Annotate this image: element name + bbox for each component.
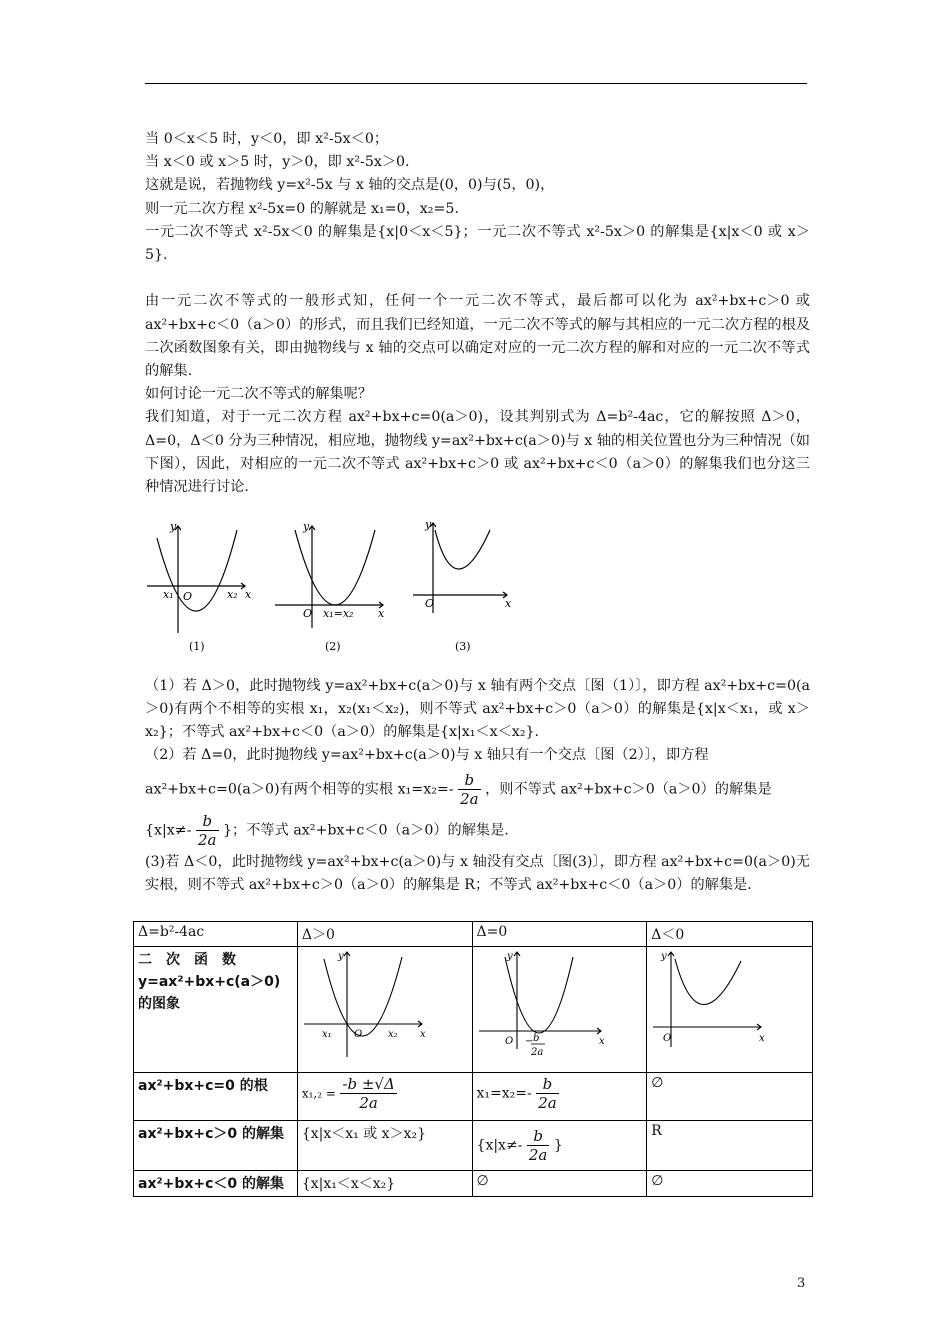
root-negative: ∅ (647, 1073, 813, 1121)
fig2-y: y (303, 520, 310, 533)
svg-text:O: O (353, 1029, 363, 1040)
cases-text (145, 675, 810, 897)
case-2-line1: （2）若 Δ=0，此时抛物线 y=ax²+bx+c(a＞0)与 x 轴只有一个交点〔图（2）〕，即方程 (145, 747, 709, 763)
fig2-x: x (378, 607, 385, 620)
svg-text:2a: 2a (530, 1047, 543, 1058)
question-line: 如何讨论一元二次不等式的解集呢？ (145, 386, 373, 403)
root-formula: $\frac{-b \pm√\Delta}{2a}$ (342, 1075, 395, 1112)
lt-positive: {x|x₁＜x＜x₂} (297, 1171, 472, 1197)
root-positive: x₁,₂ = $\frac{-b \pm√\Delta}{2a}$ (297, 1073, 472, 1121)
graph-zero-svg (477, 949, 607, 1059)
fig1-x: x (245, 588, 252, 601)
line-3: 这就是说，若抛物线 y=x²-5x 与 x 轴的交点是(0，0)与(5，0)， (145, 177, 555, 194)
svg-text:O: O (504, 1036, 513, 1047)
svg-text:x₁: x₁ (321, 1029, 332, 1040)
page-number: 3 (797, 1276, 806, 1291)
case-2-lt-text: }；不等式 ax²+bx+c＜0（a＞0）的解集是. (223, 822, 509, 839)
line-2: 当 x＜0 或 x＞5 时，y＞0，即 x²-5x＞0. (145, 154, 410, 171)
row-gt-label: ax²+bx+c＞0 的解集 (134, 1121, 298, 1171)
line-1: 当 0＜x＜5 时，y＜0，即 x²-5x＜0； (145, 131, 389, 147)
fig3-o: O (425, 597, 435, 610)
row-lt-label: ax²+bx+c＜0 的解集 (134, 1171, 298, 1197)
header-negative: Δ＜0 (647, 922, 813, 947)
case-2-set-open: {x|x≠- (145, 822, 192, 839)
svg-text:x: x (598, 1036, 605, 1047)
lt-zero: ∅ (472, 1171, 647, 1197)
lt-negative: ∅ (647, 1171, 813, 1197)
root-zero: x₁=x₂=- $\frac{b}{2a}$ (472, 1073, 647, 1121)
fraction-b-over-2a: $\frac{b}{2a}$ (460, 771, 479, 808)
svg-text:−: − (524, 1036, 533, 1047)
graph-negative (647, 947, 813, 1073)
fig1-x2: x₂ (227, 588, 238, 601)
svg-text:x: x (419, 1029, 426, 1040)
gt-negative: R (647, 1121, 813, 1171)
gt-zero: {x|x≠- $\frac{b}{2a}$ } (472, 1121, 647, 1171)
case-2-gt-text: ，则不等式 ax²+bx+c＞0（a＞0）的解集是 (485, 781, 772, 798)
svg-text:x₂: x₂ (387, 1029, 398, 1040)
fig1-caption: (1) (189, 640, 205, 653)
svg-text:y: y (337, 951, 344, 962)
intro-text (145, 128, 810, 499)
graph-negative-svg (651, 949, 781, 1059)
fig1-y: y (170, 520, 177, 533)
header-positive: Δ＞0 (297, 922, 472, 947)
fig1-o: O (183, 590, 193, 603)
header-rule (145, 83, 807, 84)
fraction-b-over-2a-2: $\frac{b}{2a}$ (198, 812, 217, 849)
header-zero: Δ=0 (472, 922, 647, 947)
case-1: （1）若 Δ＞0，此时抛物线 y=ax²+bx+c(a＞0)与 x 轴有两个交点〔图（1）〕，即方程 ax²+bx+c=0(a＞0)有两个不相等的实根 x₁，x₂(x₁＜x₂)，则不等式 ax²+bx+c＞0（a＞0）的解集是{x|x＜x₁，或 x＞x₂}；不等式 ax²+bx+c＜0（a＞0）的解集是{x|x₁＜x＜x₂}. (145, 678, 810, 740)
svg-text:O: O (663, 1033, 672, 1044)
graph-zero (472, 947, 647, 1073)
header-discriminant: Δ=b²-4ac (134, 922, 298, 947)
graph-positive (297, 947, 472, 1073)
svg-text:y: y (661, 951, 667, 962)
case-3: (3)若 Δ＜0，此时抛物线 y=ax²+bx+c(a＞0)与 x 轴没有交点〔图(3)〕，即方程 ax²+bx+c=0(a＞0)无实根，则不等式 ax²+bx+c＞0（a＞0）的解集是 R；不等式 ax²+bx+c＜0（a＞0）的解集是. (145, 854, 810, 893)
paragraph-general-form: 由一元二次不等式的一般形式知，任何一个一元二次不等式，最后都可以化为 ax²+bx+c＞0 或 ax²+bx+c＜0（a＞0）的形式，而且我们已经知道，一元二次不等式的解与其相应的一元二次方程的根及二次函数图象有关，即由抛物线与 x 轴的交点可以确定对应的一元二次方程的解和对应的一元二次不等式的解集. (145, 293, 810, 380)
row-graph-label: 二 次 函 数 y=ax²+bx+c(a＞0)的图象 (134, 947, 298, 1073)
fig2-x12: x₁=x₂ (323, 607, 354, 620)
row-root-label: ax²+bx+c=0 的根 (134, 1073, 298, 1121)
case-2-line3 (145, 812, 810, 849)
svg-text:b: b (532, 1033, 539, 1044)
svg-text:y: y (506, 951, 513, 962)
fig2-o: O (303, 607, 313, 620)
fig3-y: y (425, 518, 432, 531)
root-zero-fraction: $\frac{b}{2a}$ (538, 1075, 557, 1112)
graph-positive-svg (302, 949, 432, 1059)
fig2-caption: (2) (325, 640, 341, 653)
parabola-figures (145, 518, 525, 658)
gt-zero-fraction: $\frac{b}{2a}$ (528, 1127, 548, 1164)
line-5: 一元二次不等式 x²-5x＜0 的解集是{x|0＜x＜5}；一元二次不等式 x²-5x＞0 的解集是{x|x＜0 或 x＞5}. (145, 223, 810, 264)
case-2-line2 (145, 771, 810, 808)
fig3-caption: (3) (455, 640, 471, 653)
fig3-x: x (505, 597, 512, 610)
case-2-equal-roots: ax²+bx+c=0(a＞0)有两个相等的实根 x₁=x₂=- (145, 781, 454, 798)
paragraph-discriminant: 我们知道，对于一元二次方程 ax²+bx+c=0(a＞0)，设其判别式为 Δ=b²-4ac，它的解按照 Δ＞0，Δ=0，Δ＜0 分为三种情况，相应地，抛物线 y=ax²+bx+c(a＞0)与 x 轴的相关位置也分为三种情况（如下图），因此，对相应的一元二次不等式 ax²+bx+c＞0 或 ax²+bx+c＜0（a＞0）的解集我们也分这三种情况进行讨论. (145, 409, 810, 496)
svg-text:x: x (759, 1033, 765, 1044)
summary-table (133, 921, 813, 1197)
gt-positive: {x|x＜x₁ 或 x＞x₂} (297, 1121, 472, 1171)
line-4: 则一元二次方程 x²-5x=0 的解就是 x₁=0，x₂=5. (145, 200, 459, 217)
blank-line (145, 267, 810, 290)
fig1-x1: x₁ (163, 588, 174, 601)
